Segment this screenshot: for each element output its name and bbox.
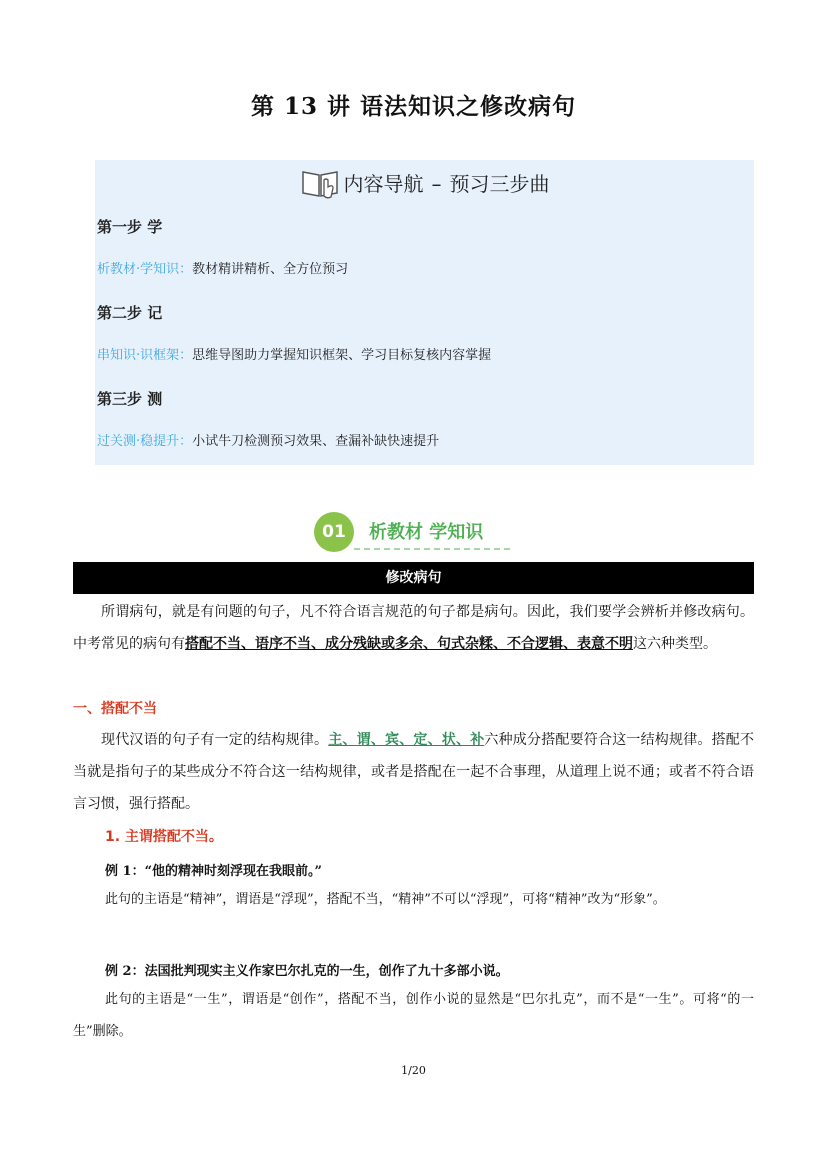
step-2-text: 思维导图助力掌握知识框架、学习目标复核内容掌握 bbox=[192, 348, 492, 363]
nav-heading bbox=[95, 166, 754, 205]
book-icon bbox=[300, 166, 340, 205]
step-2-key: 串知识·识框架： bbox=[97, 348, 193, 363]
nav-heading-text: 内容导航 bbox=[343, 172, 424, 196]
step-1-key: 析教材·学知识： bbox=[97, 262, 193, 277]
sentence-components: 主、谓、宾、定、状、补 bbox=[328, 732, 485, 748]
intro-types: 搭配不当、语序不当、成分残缺或多余、句式杂糅、不合逻辑、表意不明 bbox=[185, 636, 633, 652]
subheading-subject-predicate: 1. 主谓搭配不当。 bbox=[105, 829, 223, 845]
intro-text-1: 所谓病句，就是有问题的句子，凡不符合语言规范的句子都是病句。因此，我们要学会辨析并修改病句。中考常见的病句有 bbox=[73, 604, 754, 652]
intro-paragraph bbox=[73, 596, 754, 660]
step-3-text: 小试牛刀检测预习效果、查漏补缺快速提升 bbox=[192, 434, 440, 449]
step-3-key: 过关测·稳提升： bbox=[97, 434, 193, 449]
step-3-desc bbox=[97, 430, 439, 449]
step-3-label: 第三步 测 bbox=[97, 390, 163, 408]
page-number: 1/20 bbox=[401, 1064, 426, 1077]
structure-text-1: 现代汉语的句子有一定的结构规律。 bbox=[101, 732, 329, 748]
nav-heading-dash: – bbox=[431, 172, 442, 196]
step-1-desc bbox=[97, 258, 348, 277]
nav-heading-sub: 预习三步曲 bbox=[449, 172, 550, 196]
structure-text-2: 六种成分搭配要符合这一结构规律。搭配不当就是指句子的某些成分不符合这一结构规律，或者是搭配在一起不合事理，从道理上说不通；或者不符合语言习惯，强行搭配。 bbox=[73, 732, 755, 812]
page-title: 第 13 讲 语法知识之修改病句 bbox=[250, 93, 577, 120]
section-badge bbox=[314, 512, 514, 552]
example-1: 例 1：“他的精神时刻浮现在我眼前。” bbox=[105, 864, 323, 879]
explanation-2: 此句的主语是“一生”，谓语是“创作”，搭配不当，创作小说的显然是“巴尔扎克”，而不是“一生”。可将“的一生”删除。 bbox=[73, 992, 754, 1039]
section-title: 析教材 学知识 bbox=[369, 522, 484, 543]
step-2-label: 第二步 记 bbox=[97, 304, 163, 322]
section-underline bbox=[354, 548, 510, 550]
step-1-text: 教材精讲精析、全方位预习 bbox=[192, 262, 349, 277]
heading-mismatch: 一、搭配不当 bbox=[73, 701, 157, 717]
step-1-label: 第一步 学 bbox=[97, 218, 163, 236]
structure-paragraph bbox=[73, 724, 754, 820]
explanation-1: 此句的主语是“精神”，谓语是“浮现”，搭配不当，“精神”不可以“浮现”，可将“精神”改为“形象”。 bbox=[105, 892, 666, 907]
intro-text-2: 这六种类型。 bbox=[633, 636, 717, 652]
section-number: 01 bbox=[314, 512, 354, 552]
topic-bar: 修改病句 bbox=[73, 562, 754, 594]
content-navigation-box bbox=[95, 160, 754, 465]
example-2: 例 2：法国批判现实主义作家巴尔扎克的一生，创作了九十多部小说。 bbox=[105, 964, 509, 979]
step-2-desc bbox=[97, 344, 491, 363]
